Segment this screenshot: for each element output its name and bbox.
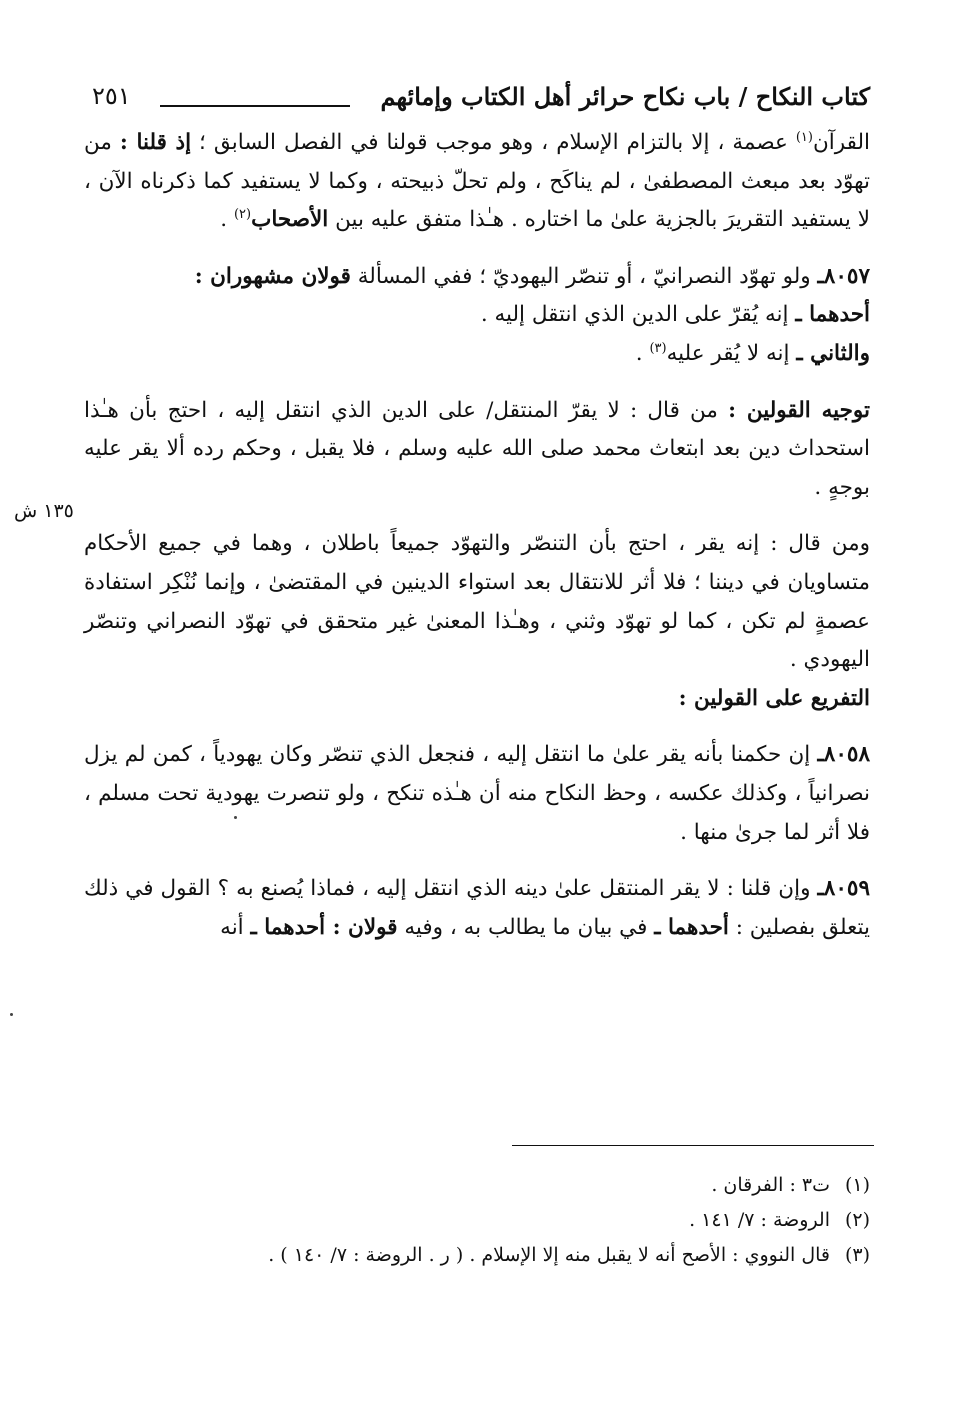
spacer [84, 852, 870, 870]
paragraph-8059 [84, 870, 870, 947]
margin-note: ١٣٥ ش [14, 500, 74, 522]
text-run: ولو تهوّد النصرانيّ ، أو تنصّر اليهوديّ ؛ ففي المسألة [350, 263, 818, 289]
paragraph-continuation [84, 124, 870, 240]
footnote-number: (١) [844, 1174, 870, 1196]
spacer [84, 374, 870, 392]
paragraph-second-opinion [84, 335, 870, 374]
text-run: أنه [220, 914, 251, 940]
header-rule [160, 105, 350, 107]
bold-run: أحدهما ـ [654, 914, 729, 940]
footnote-text: الروضة : ٧/ ١٤١ . [689, 1209, 830, 1231]
spacer [84, 718, 870, 736]
bold-run: إذ قلنا : [119, 130, 192, 155]
footnote-ref: (٢) [233, 207, 252, 223]
text-run: إن حكمنا بأنه يقر علىٰ ما انتقل إليه ، فنجعل الذي تنصّر وكان يهودياً ، كمن لم يزل نصرانياً ، وكذلك عكسه ، وحظ النكاح منه أن هـٰذه تنكح ، ولو تنصرت يهودية تحت مسلم ، فلا أثر لما جرىٰ منها . [84, 742, 870, 845]
text-run: إنه يُقرّ على الدين الذي انتقل إليه . [480, 302, 796, 328]
footnote-ref: (٣) [649, 340, 667, 356]
issue-number: ٨٠٥٧ـ [817, 263, 870, 289]
paragraph-justification [84, 392, 870, 508]
footnote [84, 1168, 870, 1203]
bold-run: التفريع على القولين : [678, 685, 870, 711]
text-run: . [635, 340, 650, 366]
scan-speck [234, 816, 237, 819]
text-run: إنه لا يُقر عليه [666, 340, 797, 366]
main-text [84, 124, 870, 947]
footnotes [84, 1168, 870, 1273]
footnote-number: (٣) [844, 1244, 870, 1266]
text-run: ومن قال : إنه يقر ، احتج بأن التنصّر والتهوّد جميعاً باطلان ، وهما في جميع الأحكام متساويان في ديننا ؛ فلا أثر للانتقال بعد استواء الدينين في المقتضىٰ ، وإنما نُنْكِر استفادة عصمةٍ لم تكن ، كما لو تهوّد وثني ، وهـٰذا المعنىٰ غير متحقق في تهوّد النصراني وتنصّر اليهودي . [84, 531, 870, 673]
spacer [84, 507, 870, 525]
footnote-text: ت٣ : الفرقان . [711, 1174, 830, 1196]
subheading-derivation [84, 680, 870, 719]
text-run: في بيان ما يطالب به ، وفيه [397, 914, 655, 940]
footnote-number: (٢) [844, 1209, 870, 1231]
page-number: ٢٥١ [92, 82, 131, 110]
footnote [84, 1203, 870, 1238]
text-run: القرآن [812, 130, 870, 155]
footnote-separator [512, 1145, 874, 1146]
paragraph-counter-argument [84, 525, 870, 679]
paragraph-first-opinion [84, 296, 870, 335]
footnote-ref: (١) [795, 129, 813, 145]
bold-run: أحدهما ـ [795, 302, 870, 328]
text-run: وإن قلنا : لا يقر المنتقل علىٰ دينه الذي انتقل إليه ، فماذا يُصنع به ؟ القول في ذلك يتعلق بفصلين : [84, 876, 870, 940]
bold-run: قولان : أحدهما ـ [250, 914, 398, 940]
footnote-text: قال النووي : الأصح أنه لا يقبل منه إلا الإسلام . ( ر . الروضة : ٧/ ١٤٠ ) . [268, 1244, 830, 1266]
spacer [84, 240, 870, 258]
paragraph-8057 [84, 258, 870, 297]
bold-run: قولان مشهوران : [194, 263, 351, 289]
bold-run: توجيه القولين : [728, 397, 870, 423]
header-title: كتاب النكاح / باب نكاح حرائر أهل الكتاب وإمائهم [380, 82, 870, 111]
scan-speck [10, 1013, 13, 1016]
text-run: عصمة ، إلا بالتزام الإسلام ، وهو موجب قولنا في الفصل السابق ؛ [191, 130, 796, 155]
text-run: من قال : لا يقرّ المنتقل/ على الدين الذي انتقل إليه ، احتج بأن هـٰذا استحداث دين بعد ابتعاث محمد صلى الله عليه وسلم ، فلا يقبل ، وحكم رده ألا يقر عليه بوجهٍ . [84, 397, 870, 500]
text-run: . [220, 207, 234, 233]
footnote [84, 1238, 870, 1273]
bold-run: الأصحاب [251, 207, 329, 233]
paragraph-8058 [84, 736, 870, 852]
bold-run: والثاني ـ [796, 340, 870, 366]
issue-number: ٨٠٥٨ـ [817, 742, 870, 768]
text-run: من تهوّد بعد مبعث المصطفىٰ ، لم يناكَح ، ولم تحلّ ذبيحته ، وكما لا يستفيد كما ذكرناه الآن ، لا يستفيد التقريرَ بالجزية علىٰ ما اختاره . هـٰذا متفق عليه بين [84, 130, 870, 233]
issue-number: ٨٠٥٩ـ [817, 876, 870, 902]
running-header [92, 82, 870, 122]
